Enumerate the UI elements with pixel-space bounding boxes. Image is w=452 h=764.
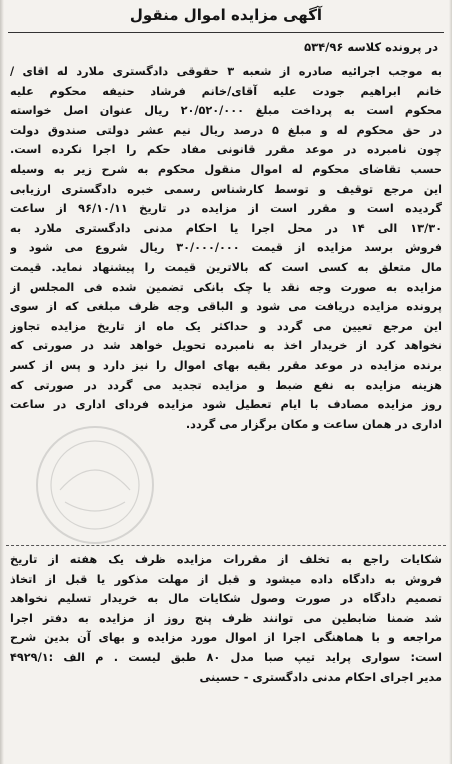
body-line: گردیده است و مقرر است از مزایده در تاریخ ۹۶/۱۰/۱۱ از ساعت xyxy=(10,202,442,216)
body-line: فروش برسد مزایده از قیمت ۳۰/۰۰۰/۰۰۰ ریال شروع می شود و xyxy=(10,241,442,255)
body-line: این مرجع توقیف و توسط کارشناس رسمی خبره دادگستری ارزیابی xyxy=(10,182,442,196)
body-line: مال متعلق به کسی است که بالاترین قیمت را پیشنهاد نماید. قیمت xyxy=(10,260,442,274)
body-line: اداری در همان ساعت و مکان برگزار می گردد. xyxy=(185,417,442,431)
complaint-line: شکایات راجع به تخلف از مقررات مزایده ظرف یک هفته از تاریخ xyxy=(10,553,442,566)
complaint-line: تصمیم دادگاه در صورت وصول شکایات مال به خریدار تسلیم نخواهد xyxy=(10,592,442,606)
paper-edge-left xyxy=(0,0,4,764)
body-line: محکوم است به پرداخت مبلغ ۲۰/۵۲۰/۰۰۰ ریال عنوان اصل خواسته xyxy=(10,104,442,118)
body-line: هزینه مزایده به نفع ضبط و مزایده تجدید می گردد در صورتی که xyxy=(10,378,442,392)
notice-title: آگهی مزایده اموال منقول xyxy=(129,6,323,24)
body-line: این مرجع تعیین می گردد و حداکثر یک ماه از تاریخ مزایده تجاوز xyxy=(10,319,442,333)
section-divider xyxy=(6,545,446,546)
signature-line: مدیر اجرای احکام مدنی دادگستری - حسینی xyxy=(199,670,442,684)
body-line: مزایده به صورت وجه نقد یا چک بانکی تضمین شده فی المجلس از xyxy=(10,280,442,294)
case-number-line: در پرونده کلاسه ۵۳۴/۹۶ xyxy=(304,40,438,54)
complaint-section xyxy=(10,550,442,687)
complaint-line: شد ضمنا ضابطین می توانند ظرف پنج روز از مزایده به دفتر اجرا xyxy=(10,611,442,625)
complaint-line: مراجعه و با هماهنگی اجرا از اموال مورد مزایده و بهای آن بدین شرح xyxy=(10,631,442,645)
body-line: برنده مزایده در موعد مقرر بقیه بهای اموال را نیز دارد و پس از کسر xyxy=(10,358,442,372)
notice-body xyxy=(10,62,442,434)
body-line: چون نامبرده در موعد مقرر قانونی مفاد حکم را اجرا نکرده است. xyxy=(10,143,442,157)
body-line: نخواهد کرد از خریدار اخذ به نامبرده تحویل خواهد شد در صورتی که xyxy=(10,339,442,353)
body-line: حسب تقاضای محکوم له اموال منقول محکوم به شرح زیر به وسیله xyxy=(10,162,442,176)
body-line: در حق محکوم له و مبلغ ۵ درصد ریال نیم عشر دولتی صندوق دولت xyxy=(10,123,442,137)
complaint-line: فروش به دادگاه داده میشود و قبل از مهلت مذکور یا قبل از اتخاذ xyxy=(10,572,442,586)
faded-seal-watermark xyxy=(30,420,160,550)
title-underline xyxy=(8,32,444,33)
body-line: پرونده مزایده دریافت می شود و الباقی وجه ظرف مبلغی که از سوی xyxy=(10,300,442,314)
body-line: خانم ابراهیم جودت علیه آقای/خانم فرشاد حنیفه محکوم علیه xyxy=(10,84,442,98)
body-line: به موجب اجرائیه صادره از شعبه ۳ حقوقی دادگستری ملارد له اقای / xyxy=(10,65,442,78)
complaint-line: است: سواری پراید تیپ صبا مدل ۸۰ طبق لیست . م الف :۴۹۲۹/۱ xyxy=(10,650,442,664)
body-line: ۱۳/۳۰ الی ۱۴ در محل اجرا یا احکام مدنی دادگستری ملارد به xyxy=(10,221,442,235)
body-line: روز مزایده مصادف با ایام تعطیل شود مزایده فردای اداری در ساعت xyxy=(10,398,442,412)
